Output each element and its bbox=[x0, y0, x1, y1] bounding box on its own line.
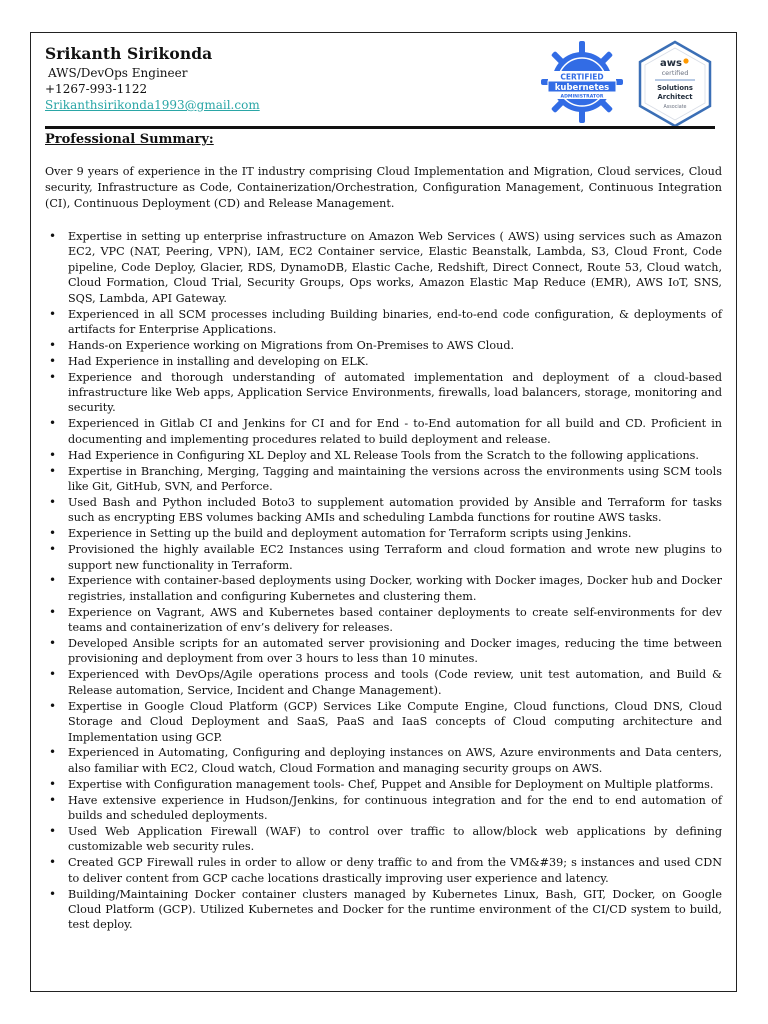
aws-badge-architect: Architect bbox=[657, 93, 693, 101]
list-item: • Provisioned the highly available EC2 Instances using Terraform and cloud formation and wrote new plugins to support new functionality in Terraform. bbox=[45, 542, 722, 573]
summary-bullet-list bbox=[45, 229, 722, 933]
list-item: • Experienced in Automating, Configuring and deploying instances on AWS, Azure environments and Data centers, also familiar with EC2, Cloud watch, Cloud Formation and managing security groups on AWS. bbox=[45, 745, 722, 776]
k8s-badge-line3: ADMINISTRATOR bbox=[560, 94, 604, 100]
list-item: • Expertise in setting up enterprise infrastructure on Amazon Web Services ( AWS) using services such as Amazon EC2, VPC (NAT, Peering, VPN), IAM, EC2 Container service, Elastic Beanstalk, Lambda, S3, Cloud Front, Code pipeline, Code Deploy, Glacier, RDS, DynamoDB, Elastic Cache, Redshift, Direct Connect, Route 53, Cloud watch, Cloud Formation, Cloud Trial, Security Groups, Ops works, Amazon Elastic Map Reduce (EMR), AWS IoT, SNS, SQS, Lambda, API Gateway. bbox=[45, 229, 722, 306]
k8s-badge-line1: CERTIFIED bbox=[560, 72, 604, 82]
list-item: • Experienced with DevOps/Agile operations process and tools (Code review, unit test automation, and Build & Release automation, Service, Incident and Change Management). bbox=[45, 667, 722, 698]
list-item: • Hands-on Experience working on Migrations from On-Premises to AWS Cloud. bbox=[45, 338, 722, 353]
candidate-name: Srikanth Sirikonda bbox=[45, 44, 213, 63]
list-item: • Experience with container-based deployments using Docker, working with Docker images, Docker hub and Docker registries, installation and configuring Kubernetes and clustering them. bbox=[45, 573, 722, 604]
list-item: • Experienced in Gitlab CI and Jenkins for CI and for End - to-End automation for all build and CD. Proficient in documenting and implementing procedures related to build deployment and release. bbox=[45, 416, 722, 447]
list-item: • Used Web Application Firewall (WAF) to control over traffic to allow/block web applications by defining customizable web security rules. bbox=[45, 824, 722, 855]
list-item: • Building/Maintaining Docker container clusters managed by Kubernetes Linux, Bash, GIT, Docker, on Google Cloud Platform (GCP). Utilized Kubernetes and Docker for the runtime environment of the CI/CD system to build, test deploy. bbox=[45, 887, 722, 933]
list-item: • Had Experience in Configuring XL Deploy and XL Release Tools from the Scratch to the following applications. bbox=[45, 448, 722, 463]
section-heading-professional-summary: Professional Summary: bbox=[45, 132, 214, 147]
list-item: • Created GCP Firewall rules in order to allow or deny traffic to and from the VM&#39; s instances and used CDN to deliver content from GCP cache locations drastically improving user experience and latency. bbox=[45, 855, 722, 886]
aws-badge-certified: certified bbox=[661, 69, 689, 77]
kubernetes-certified-badge bbox=[540, 40, 624, 124]
list-item: • Experience on Vagrant, AWS and Kubernetes based container deployments to create self-environments for dev teams and containerization of env’s delivery for releases. bbox=[45, 605, 722, 636]
list-item: • Used Bash and Python included Boto3 to supplement automation provided by Ansible and Terraform for tasks such as encrypting EBS volumes backing AMIs and scheduling Lambda functions for routine AWS tasks. bbox=[45, 495, 722, 526]
list-item: • Developed Ansible scripts for an automated server provisioning and Docker images, reducing the time between provisioning and deployment from over 3 hours to less than 10 minutes. bbox=[45, 636, 722, 667]
header-divider bbox=[45, 126, 715, 129]
aws-badge-logo: aws bbox=[660, 58, 682, 69]
aws-certified-badge bbox=[637, 40, 713, 128]
phone-number: +1267-993-1122 bbox=[45, 82, 148, 96]
job-title: AWS/DevOps Engineer bbox=[48, 66, 188, 80]
aws-badge-solutions: Solutions bbox=[657, 84, 693, 92]
list-item: • Expertise in Branching, Merging, Tagging and maintaining the versions across the environments using SCM tools like Git, GitHub, SVN, and Perforce. bbox=[45, 464, 722, 495]
k8s-badge-line2: kubernetes bbox=[554, 83, 610, 93]
aws-badge-associate: Associate bbox=[663, 105, 687, 110]
list-item: • Experienced in all SCM processes including Building binaries, end-to-end code configuration, & deployments of artifacts for Enterprise Applications. bbox=[45, 307, 722, 338]
email-link[interactable]: Srikanthsirikonda1993@gmail.com bbox=[45, 98, 260, 112]
list-item: • Expertise with Configuration management tools- Chef, Puppet and Ansible for Deployment on Multiple platforms. bbox=[45, 777, 722, 792]
list-item: • Experience in Setting up the build and deployment automation for Terraform scripts using Jenkins. bbox=[45, 526, 722, 541]
aws-smile-icon bbox=[683, 58, 688, 63]
summary-intro-paragraph: Over 9 years of experience in the IT industry comprising Cloud Implementation and Migration, Cloud services, Cloud security, Infrastructure as Code, Containerization/Orchestration, Configuration Management, Continuous Integration (CI), Continuous Deployment (CD) and Release Management. bbox=[45, 165, 722, 210]
list-item: • Had Experience in installing and developing on ELK. bbox=[45, 354, 722, 369]
list-item: • Expertise in Google Cloud Platform (GCP) Services Like Compute Engine, Cloud functions, Cloud DNS, Cloud Storage and Cloud Deployment and SaaS, PaaS and IaaS concepts of Cloud computing architecture and Implementation using GCP. bbox=[45, 699, 722, 745]
list-item: • Experience and thorough understanding of automated implementation and deployment of a cloud-based infrastructure like Web apps, Application Service Environments, firewalls, load balancers, storage, monitoring and security. bbox=[45, 370, 722, 416]
list-item: • Have extensive experience in Hudson/Jenkins, for continuous integration and for the end to end automation of builds and scheduled deployments. bbox=[45, 793, 722, 824]
